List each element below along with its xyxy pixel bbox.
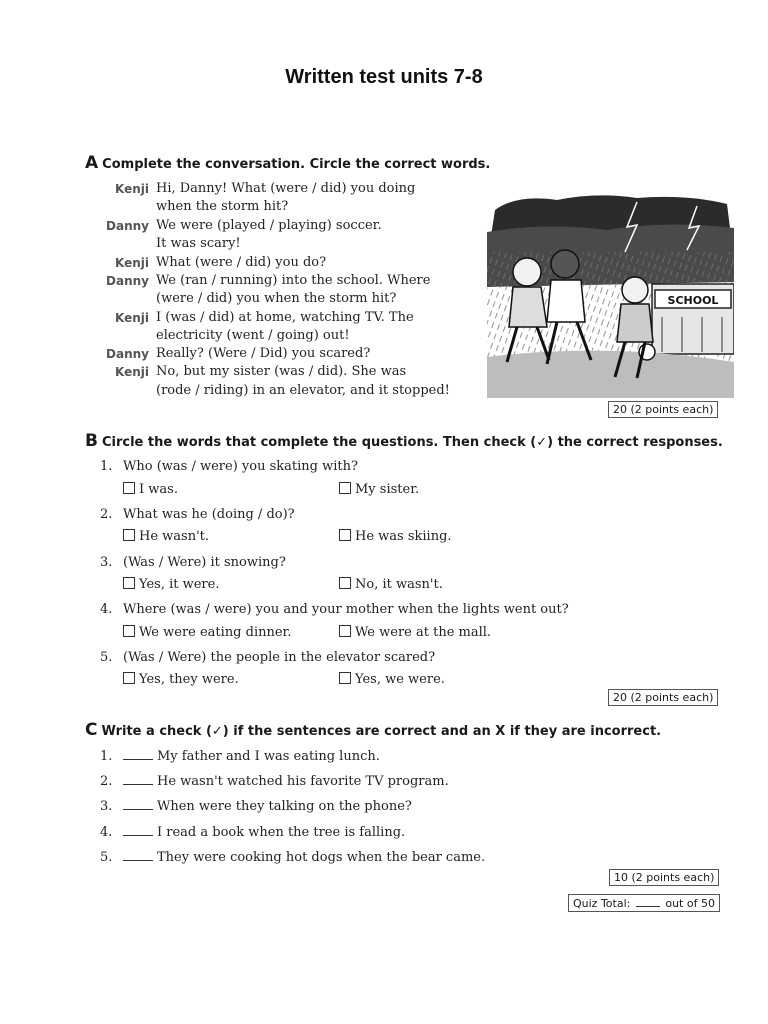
section-c-heading	[85, 720, 661, 740]
section-b-heading	[85, 431, 723, 451]
conversation-line: What (were / did) you do?	[156, 255, 327, 270]
question-number: 3.	[100, 555, 113, 570]
response-label: No, it wasn't.	[355, 577, 443, 592]
response-label: I was.	[139, 482, 178, 497]
response-label: Yes, it were.	[139, 577, 220, 592]
speaker-label: Kenji	[115, 256, 149, 270]
quiz-total	[568, 894, 720, 912]
response-label: He was skiing.	[355, 529, 452, 544]
response-label: My sister.	[355, 482, 420, 497]
quiz-total-suffix: out of 50	[665, 897, 715, 910]
checkbox-icon[interactable]	[123, 482, 135, 494]
checkbox-icon[interactable]	[339, 577, 351, 589]
answer-blank[interactable]	[123, 825, 153, 836]
checkbox-icon[interactable]	[339, 672, 351, 684]
conversation-line: when the storm hit?	[156, 199, 289, 214]
question-number: 4.	[100, 602, 113, 617]
question-text: (Was / Were) it snowing?	[123, 555, 286, 570]
section-a-letter: A	[85, 153, 99, 173]
response-label: He wasn't.	[139, 529, 210, 544]
conversation-line: (were / did) you when the storm hit?	[156, 291, 397, 306]
statement-text: When were they talking on the phone?	[157, 799, 412, 814]
section-a-points: 20 (2 points each)	[608, 401, 718, 418]
section-b-instruction: Circle the words that complete the questions. Then check (✓) the correct responses.	[101, 435, 723, 450]
answer-blank[interactable]	[123, 749, 153, 760]
checkbox-icon[interactable]	[123, 625, 135, 637]
response-option[interactable]	[123, 529, 209, 544]
response-option[interactable]	[339, 672, 445, 687]
response-label: Yes, they were.	[139, 672, 239, 687]
section-b-points: 20 (2 points each)	[608, 689, 718, 706]
quiz-total-label: Quiz Total:	[573, 897, 631, 910]
statement-number: 2.	[100, 774, 113, 789]
page-title: Written test units 7-8	[285, 66, 483, 88]
checkbox-icon[interactable]	[339, 625, 351, 637]
response-option[interactable]	[123, 577, 219, 592]
school-sign-text: SCHOOL	[667, 294, 719, 307]
section-c-points: 10 (2 points each)	[609, 869, 719, 886]
section-c-instruction: Write a check (✓) if the sentences are correct and an X if they are incorrect.	[101, 724, 662, 739]
statement-number: 3.	[100, 799, 113, 814]
checkbox-icon[interactable]	[339, 482, 351, 494]
checkbox-icon[interactable]	[339, 529, 351, 541]
conversation-line: Hi, Danny! What (were / did) you doing	[156, 181, 416, 196]
statement-number: 5.	[100, 850, 113, 865]
conversation-line: We were (played / playing) soccer.	[156, 218, 382, 233]
conversation-line: No, but my sister (was / did). She was	[156, 364, 407, 379]
response-label: We were eating dinner.	[139, 625, 292, 640]
response-option[interactable]	[123, 672, 239, 687]
statement-item	[123, 850, 485, 865]
speaker-label: Kenji	[115, 182, 149, 196]
response-option[interactable]	[339, 529, 452, 544]
statement-text: My father and I was eating lunch.	[157, 749, 380, 764]
conversation-line: We (ran / running) into the school. Where	[156, 273, 431, 288]
question-text: Who (was / were) you skating with?	[123, 459, 358, 474]
statement-text: I read a book when the tree is falling.	[157, 825, 406, 840]
question-text: Where (was / were) you and your mother when the lights went out?	[123, 602, 569, 617]
speaker-label: Kenji	[115, 365, 149, 379]
conversation-line: electricity (went / going) out!	[156, 328, 350, 343]
statement-number: 4.	[100, 825, 113, 840]
speaker-label: Danny	[106, 219, 149, 233]
statement-item	[123, 749, 380, 764]
statement-text: They were cooking hot dogs when the bear came.	[157, 850, 486, 865]
answer-blank[interactable]	[123, 850, 153, 861]
answer-blank[interactable]	[123, 799, 153, 810]
quiz-total-blank[interactable]	[636, 896, 660, 907]
answer-blank[interactable]	[123, 774, 153, 785]
statement-item	[123, 774, 449, 789]
conversation-line: I (was / did) at home, watching TV. The	[156, 310, 414, 325]
section-c-letter: C	[85, 720, 98, 740]
conversation-line: It was scary!	[156, 236, 241, 251]
statement-text: He wasn't watched his favorite TV program.	[157, 774, 449, 789]
speaker-label: Danny	[106, 347, 149, 361]
response-option[interactable]	[339, 625, 491, 640]
question-number: 1.	[100, 459, 113, 474]
storm-illustration	[487, 192, 734, 398]
section-a-heading	[85, 153, 490, 173]
response-option[interactable]	[123, 625, 291, 640]
speaker-label: Danny	[106, 274, 149, 288]
statement-number: 1.	[100, 749, 113, 764]
conversation-line: Really? (Were / Did) you scared?	[156, 346, 371, 361]
section-a-instruction: Complete the conversation. Circle the correct words.	[102, 157, 491, 172]
conversation-line: (rode / riding) in an elevator, and it stopped!	[156, 383, 450, 398]
checkbox-icon[interactable]	[123, 577, 135, 589]
response-option[interactable]	[123, 482, 178, 497]
response-label: Yes, we were.	[355, 672, 445, 687]
checkbox-icon[interactable]	[123, 672, 135, 684]
question-number: 2.	[100, 507, 113, 522]
response-label: We were at the mall.	[355, 625, 492, 640]
section-b-letter: B	[85, 431, 98, 451]
question-text: (Was / Were) the people in the elevator scared?	[123, 650, 436, 665]
checkbox-icon[interactable]	[123, 529, 135, 541]
question-number: 5.	[100, 650, 113, 665]
question-text: What was he (doing / do)?	[123, 507, 295, 522]
response-option[interactable]	[339, 577, 443, 592]
speaker-label: Kenji	[115, 311, 149, 325]
statement-item	[123, 799, 412, 814]
response-option[interactable]	[339, 482, 419, 497]
statement-item	[123, 825, 405, 840]
